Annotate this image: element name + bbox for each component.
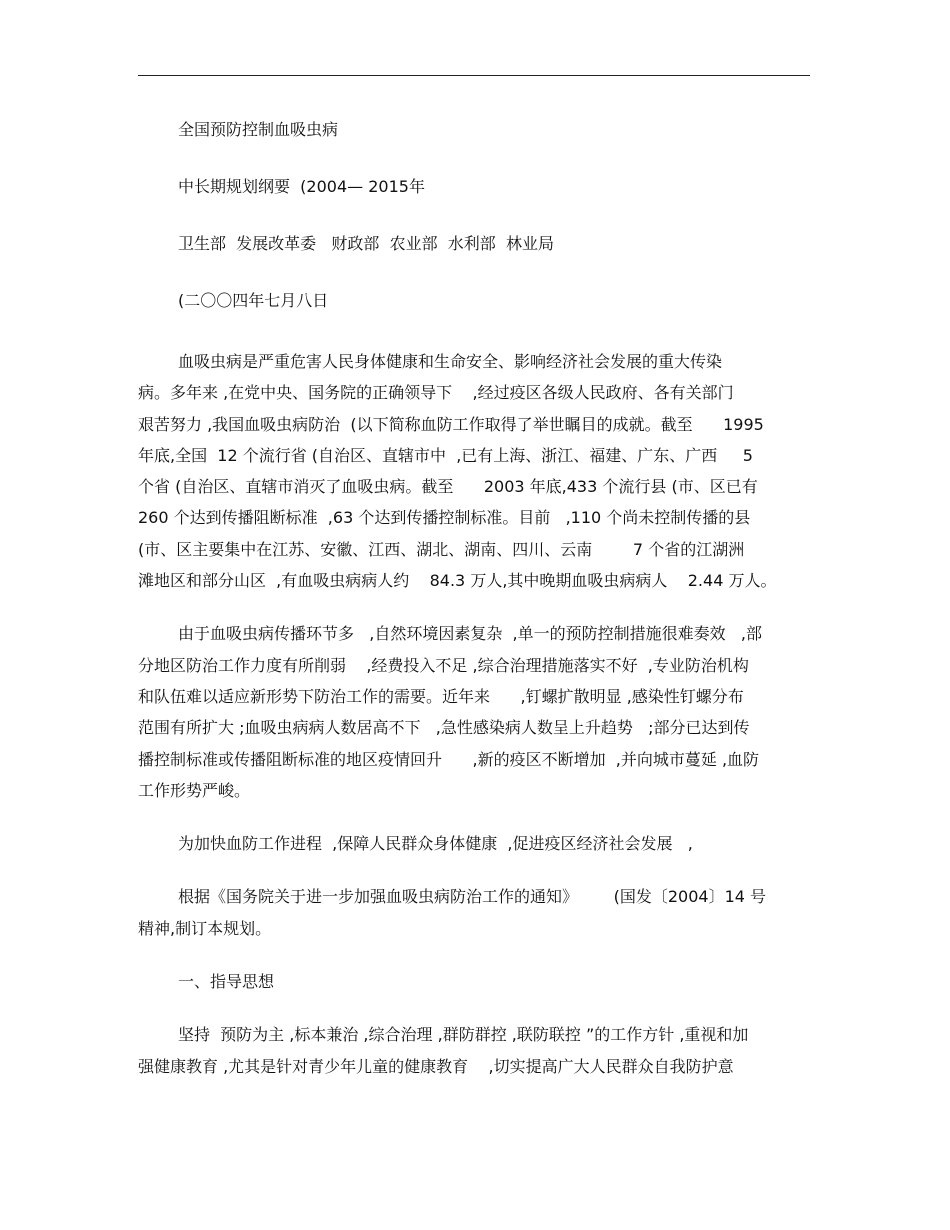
paragraph [138, 828, 810, 859]
issuing-agencies: 卫生部 发展改革委 财政部 农业部 水利部 林业局 [178, 234, 554, 253]
paragraph [138, 618, 810, 806]
paragraph-line: 精神,制订本规划。 [138, 918, 272, 938]
paragraph-line: 一、指导思想 [178, 972, 275, 992]
document-subtitle: 中长期规划纲要 (2004— 2015年 [178, 177, 425, 196]
paragraph-line: 分地区防治工作力度有所削弱 ,经费投入不足 ,综合治理措施落实不好 ,专业防治机构 [138, 655, 749, 675]
paragraph-line: 根据《国务院关于进一步加强血吸虫病防治工作的通知》 (国发〔2004〕14 号 [178, 887, 767, 907]
paragraph-line: 强健康教育 ,尤其是针对青少年儿童的健康教育 ,切实提高广大人民群众自我防护意 [138, 1056, 734, 1076]
issue-date: (二〇〇四年七月八日 [178, 291, 329, 310]
paragraph-line: 播控制标准或传播阻断标准的地区疫情回升 ,新的疫区不断增加 ,并向城市蔓延 ,血防 [138, 749, 760, 769]
paragraph-line: 工作形势严峻。 [138, 780, 251, 800]
paragraph-line: 和队伍难以适应新形势下防治工作的需要。近年来 ,钉螺扩散明显 ,感染性钉螺分布 [138, 686, 744, 706]
paragraph [138, 966, 810, 997]
document-body [138, 346, 810, 1082]
paragraph-line: 血吸虫病是严重危害人民身体健康和生命安全、影响经济社会发展的重大传染 [178, 352, 723, 371]
paragraph-line: 病。多年来 ,在党中央、国务院的正确领导下 ,经过疫区各级人民政府、各有关部门 [138, 383, 734, 403]
paragraph-line: 由于血吸虫病传播环节多 ,自然环境因素复杂 ,单一的预防控制措施很难奏效 ,部 [178, 624, 762, 644]
paragraph-line: (市、区主要集中在江苏、安徽、江西、湖北、湖南、四川、云南 7 个省的江湖洲 [138, 539, 745, 559]
paragraph [138, 881, 810, 944]
paragraph-line: 坚持 预防为主 ,标本兼治 ,综合治理 ,群防群控 ,联防联控 ”的工作方针 ,重视和加 [178, 1025, 749, 1045]
header-rule [138, 75, 810, 76]
paragraph-line: 为加快血防工作进程 ,保障人民群众身体健康 ,促进疫区经济社会发展 , [178, 834, 693, 854]
paragraph [138, 346, 810, 596]
paragraph [138, 1019, 810, 1082]
document-page [138, 118, 810, 1104]
paragraph-line: 年底,全国 12 个流行省 (自治区、直辖市中 ,已有上海、浙江、福建、广东、广西 5 [138, 445, 753, 465]
paragraph-line: 滩地区和部分山区 ,有血吸虫病病人约 84.3 万人,其中晚期血吸虫病病人 2.44 万人。 [138, 571, 777, 591]
paragraph-line: 260 个达到传播阻断标准 ,63 个达到传播控制标准。目前 ,110 个尚未控制传播的县 [138, 508, 751, 528]
paragraph-line: 个省 (自治区、直辖市消灭了血吸虫病。截至 2003 年底,433 个流行县 (市、区已有 [138, 477, 758, 497]
paragraph-line: 范围有所扩大 ;血吸虫病病人数居高不下 ,急性感染病人数呈上升趋势 ;部分已达到传 [138, 718, 750, 738]
document-title: 全国预防控制血吸虫病 [178, 120, 339, 139]
paragraph-line: 艰苦努力 ,我国血吸虫病防治 (以下简称血防工作取得了举世瞩目的成就。截至 1995 [138, 414, 764, 434]
